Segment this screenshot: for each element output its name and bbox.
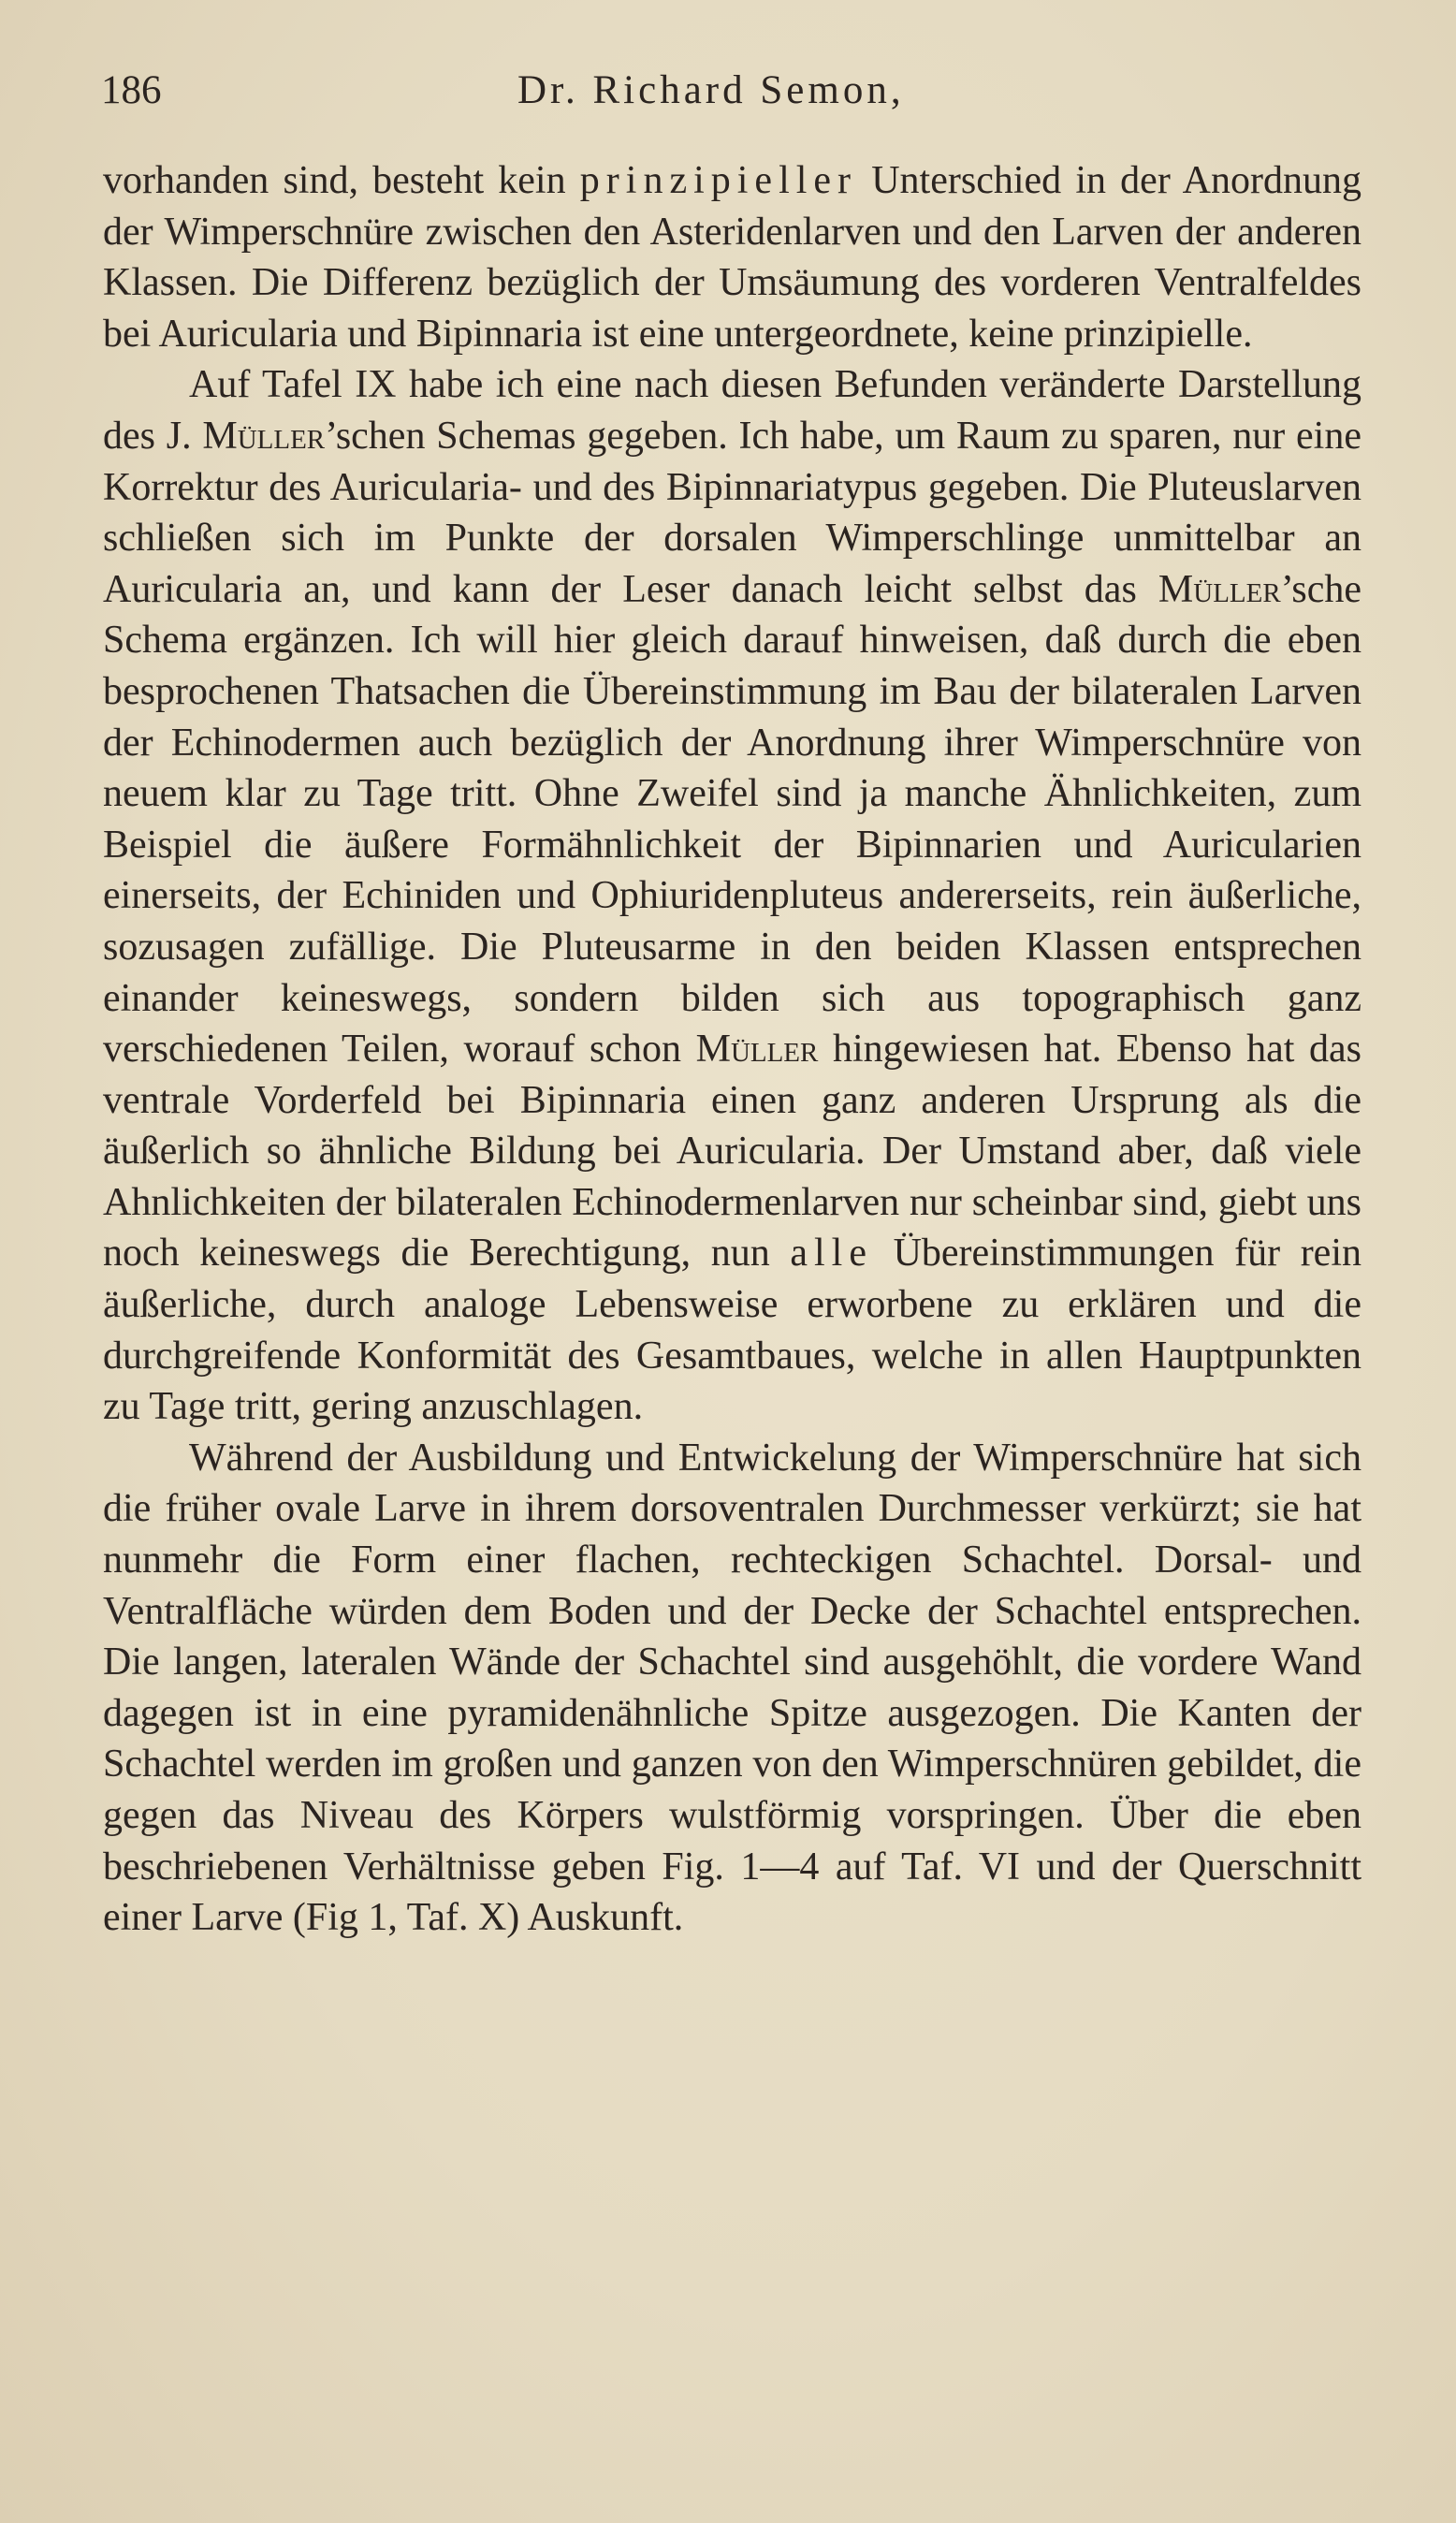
author-name-smallcaps: Müller <box>695 1028 819 1072</box>
text-run: Übereinstimmungen für rein äußerliche, durch analoge Lebensweise erworbene zu erklären und die durchgreifende Konformität des Gesamtbaues, welche in allen Hauptpunkten zu Tage tritt, gering anzuschlagen. <box>103 1232 1361 1429</box>
running-head: Dr. Richard Semon, <box>517 68 905 112</box>
text-run: hingewiesen hat. Ebenso hat das ventrale Vorderfeld bei Bipinnaria einen ganz anderen Ursprung als die äußerlich so ähnliche Bildung bei Auricularia. Der Umstand aber, daß viele Ahnlichkeiten der bilateralen Echinodermenlarven nur scheinbar sind, giebt uns noch keineswegs die Berechtigung, nun <box>103 1028 1362 1276</box>
emphasis-spaced: alle <box>790 1232 873 1276</box>
text-run: vorhanden sind, besteht kein <box>103 159 580 202</box>
body-text <box>103 155 1361 1944</box>
author-name-smallcaps: Müller <box>202 414 326 458</box>
paragraph <box>103 155 1361 359</box>
text-run: ’schen Schemas gegeben. Ich habe, um Raum zu sparen, nur eine Korrektur des Auricularia- und des Bipinnariatypus gegeben. Die Pluteuslarven schließen sich im Punkte der dorsalen Wimperschlinge unmittelbar an Auricularia an, und kann der Leser danach leicht selbst das <box>103 414 1361 611</box>
text-run: Auf Tafel IX habe ich eine nach diesen Befunden veränderte Darstellung des J. <box>103 363 1361 458</box>
text-run: Während der Ausbildung und Entwickelung der Wimperschnüre hat sich die früher ovale Larve in ihrem dorsoventralen Durchmesser verkürzt; sie hat nunmehr die Form einer flachen, rechteckigen Schachtel. Dorsal- und Ventralfläche würden dem Boden und der Decke der Schachtel entsprechen. Die langen, lateralen Wände der Schachtel sind ausgehöhlt, die vordere Wand dagegen ist in eine pyramidenähnliche Spitze ausgezogen. Die Kanten der Schachtel werden im großen und ganzen von den Wimperschnüren gebildet, die gegen das Niveau des Körpers wulstförmig vorspringen. Über die eben beschriebenen Verhältnisse geben Fig. 1—4 auf Taf. VI und der Querschnitt einer Larve (Fig 1, Taf. X) Auskunft. <box>103 1436 1361 1940</box>
text-run: Unterschied in der Anordnung der Wimperschnüre zwischen den Asteridenlarven und den Larven der anderen Klassen. Die Differenz bezüglich der Umsäumung des vorderen Ventralfeldes bei Auricularia und Bipinnaria ist eine untergeordnete, keine prinzipielle. <box>103 159 1361 356</box>
author-name-smallcaps: Müller <box>1158 567 1281 611</box>
text-run: ’sche Schema ergänzen. Ich will hier gleich darauf hinweisen, daß durch die eben besprochenen Thatsachen die Übereinstimmung im Bau der bilateralen Larven der Echinodermen auch bezüglich der Anordnung ihrer Wimperschnüre von neuem klar zu Tage tritt. Ohne Zweifel sind ja manche Ähnlichkeiten, zum Beispiel die äußere Formähnlichkeit der Bipinnarien und Auricularien einerseits, der Echiniden und Ophiuridenpluteus andererseits, rein äußerliche, sozusagen zufällige. Die Pluteusarme in den beiden Klassen entsprechen einander keineswegs, sondern bilden sich aus topographisch ganz verschiedenen Teilen, worauf schon <box>103 567 1361 1072</box>
page-number: 186 <box>101 68 162 112</box>
emphasis-spaced: prinzipieller <box>579 159 858 202</box>
paragraph <box>103 359 1361 1432</box>
paragraph <box>103 1433 1361 1944</box>
page-header <box>101 67 1364 114</box>
